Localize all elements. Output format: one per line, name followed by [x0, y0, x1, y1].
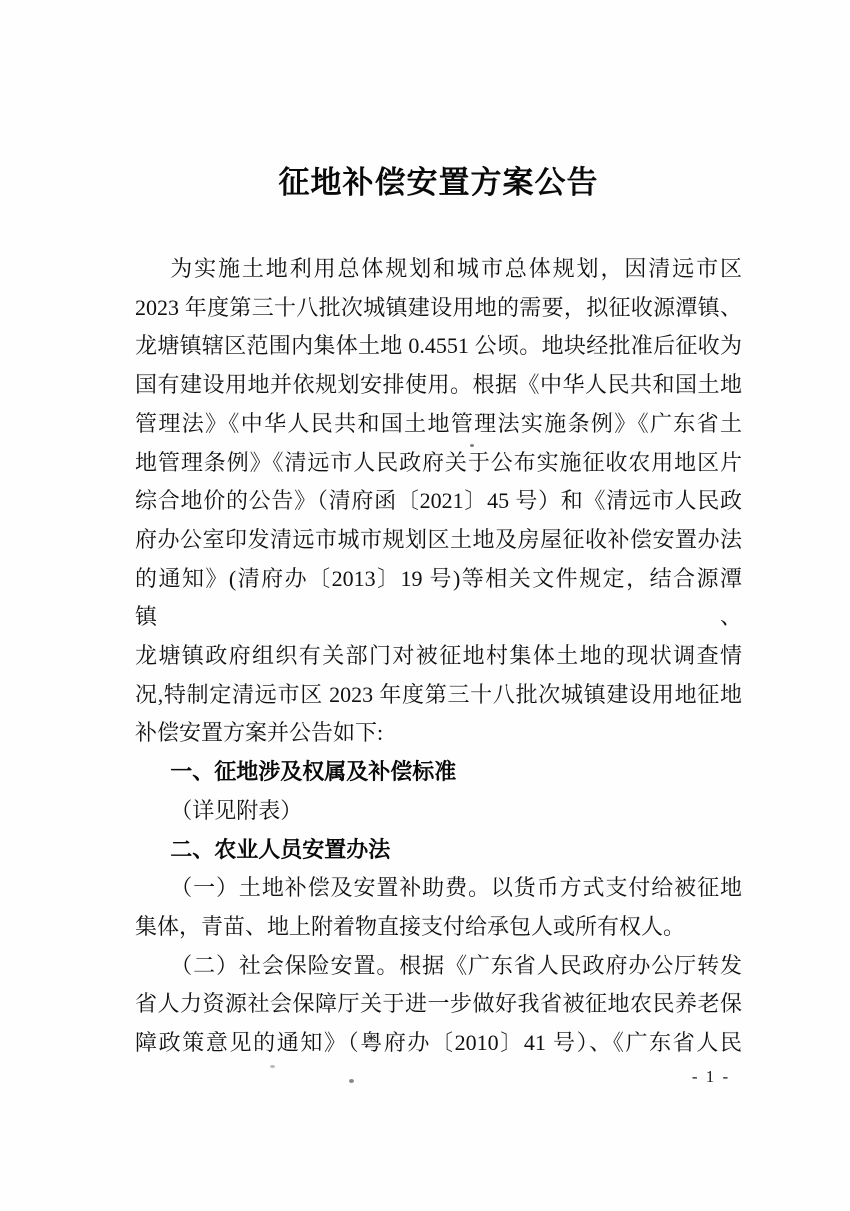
paragraph-line: 况,特制定清远市区 2023 年度第三十八批次城镇建设用地征地: [135, 681, 742, 707]
document-body: [135, 250, 742, 1063]
paragraph-line: 集体，青苗、地上附着物直接支付给承包人或所有权人。: [135, 913, 686, 939]
paragraph-line: 龙塘镇辖区范围内集体土地 0.4551 公顷。地块经批准后征收为: [135, 333, 742, 359]
section-2-heading: 二、农业人员安置办法: [170, 836, 391, 862]
ink-speck: [270, 1065, 275, 1068]
section-1-heading: 一、征地涉及权属及补偿标准: [170, 759, 457, 785]
paragraph-line: 为实施土地利用总体规划和城市总体规划，因清远市区: [170, 256, 742, 281]
paragraph-line: 龙塘镇政府组织有关部门对被征地村集体土地的现状调查情: [135, 643, 742, 669]
section-1-note: （详见附表）: [170, 797, 303, 823]
paragraph-line: （一）土地补偿及安置补助费。以货币方式支付给被征地: [170, 875, 742, 901]
paragraph-line: 府办公室印发清远市城市规划区土地及房屋征收补偿安置办法: [135, 526, 742, 552]
document-title: 征地补偿安置方案公告: [278, 165, 599, 200]
paragraph-line: 地管理条例》《清远市人民政府关于公布实施征收农用地区片: [135, 449, 742, 475]
ink-speck: [349, 1079, 354, 1083]
paragraph-line: 综合地价的公告》（清府函〔2021〕45 号）和《清远市人民政: [135, 488, 742, 514]
page-number: - 1 -: [691, 1067, 731, 1086]
paragraph-line: 2023 年度第三十八批次城镇建设用地的需要，拟征收源潭镇、: [135, 294, 742, 320]
paragraph-line: 管理法》《中华人民共和国土地管理法实施条例》《广东省土: [135, 410, 742, 436]
paragraph-line: 补偿安置方案并公告如下:: [135, 720, 384, 746]
paragraph-line: 障政策意见的通知》（粤府办〔2010〕41 号）、《广东省人民: [135, 1030, 742, 1056]
ink-speck: [470, 444, 474, 447]
paragraph-line: 的通知》(清府办〔2013〕19 号)等相关文件规定，结合源潭镇、: [135, 565, 742, 630]
paragraph-line: 省人力资源社会保障厅关于进一步做好我省被征地农民养老保: [135, 991, 742, 1017]
paragraph-line: （二）社会保险安置。根据《广东省人民政府办公厅转发: [170, 952, 742, 978]
paragraph-line: 国有建设用地并依规划安排使用。根据《中华人民共和国土地: [135, 372, 742, 398]
